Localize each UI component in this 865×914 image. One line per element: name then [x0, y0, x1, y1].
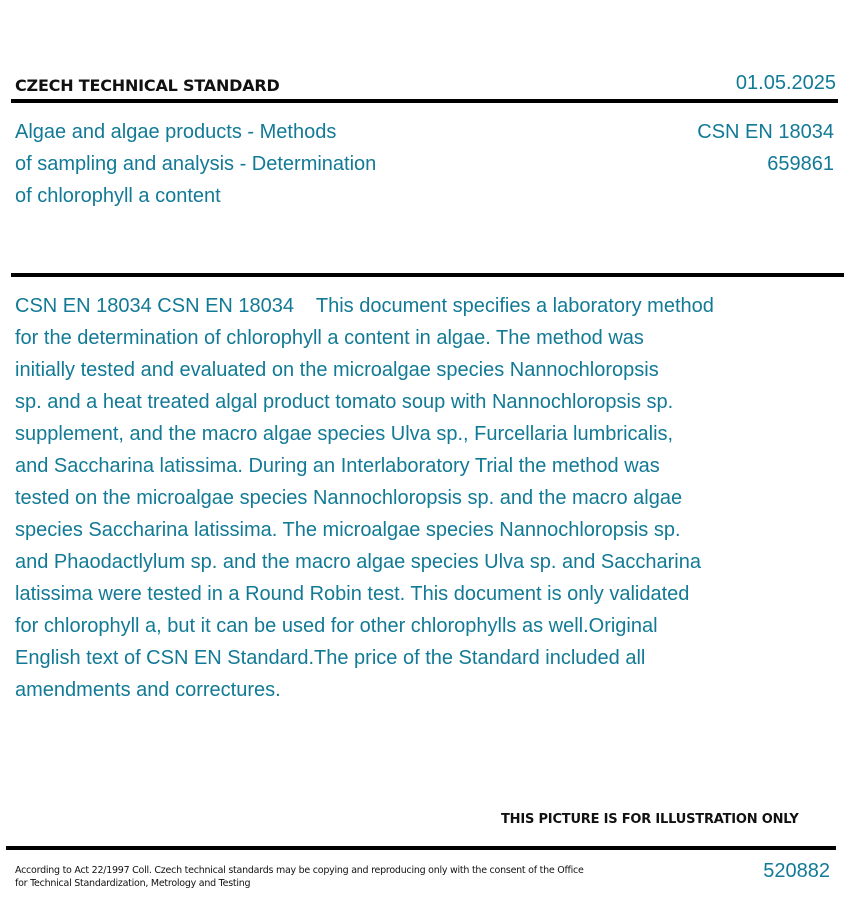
abstract-line: amendments and correctures.: [15, 679, 281, 701]
document-designation: CSN EN 18034: [697, 121, 834, 143]
legal-notice-line: for Technical Standardization, Metrology and Testing: [15, 878, 251, 889]
classification-code: 659861: [767, 153, 834, 175]
legal-notice: [15, 864, 584, 890]
abstract-text: [15, 290, 795, 706]
document-codes: [697, 116, 834, 180]
abstract-line: supplement, and the macro algae species Ulva sp., Furcellaria lumbricalis,: [15, 423, 674, 445]
abstract-line: initially tested and evaluated on the microalgae species Nannochloropsis: [15, 359, 659, 381]
abstract-line: sp. and a heat treated algal product tomato soup with Nannochloropsis sp.: [15, 391, 674, 413]
header-divider: [11, 99, 838, 103]
document-title-line: of chlorophyll a content: [15, 185, 221, 207]
document-title-line: of sampling and analysis - Determination: [15, 153, 377, 175]
title-divider: [11, 273, 844, 277]
abstract-line: CSN EN 18034 CSN EN 18034 This document specifies a laboratory method: [15, 295, 714, 317]
illustration-disclaimer: THIS PICTURE IS FOR ILLUSTRATION ONLY: [501, 812, 799, 827]
abstract-line: and Saccharina latissima. During an Interlaboratory Trial the method was: [15, 455, 660, 477]
abstract-line: tested on the microalgae species Nannochloropsis sp. and the macro algae: [15, 487, 683, 509]
standard-type-heading: CZECH TECHNICAL STANDARD: [15, 76, 280, 95]
publication-date: 01.05.2025: [735, 72, 836, 94]
abstract-line: for chlorophyll a, but it can be used for other chlorophylls as well.Original: [15, 615, 658, 637]
document-title-line: Algae and algae products - Methods: [15, 121, 337, 143]
legal-notice-line: According to Act 22/1997 Coll. Czech technical standards may be copying and reproducing only with the consent of the Office: [15, 865, 584, 876]
abstract-line: species Saccharina latissima. The microalgae species Nannochloropsis sp.: [15, 519, 681, 541]
footer-divider: [6, 846, 836, 850]
abstract-line: latissima were tested in a Round Robin test. This document is only validated: [15, 583, 690, 605]
footer-code: 520882: [763, 860, 830, 882]
abstract-line: English text of CSN EN Standard.The price of the Standard included all: [15, 647, 646, 669]
abstract-line: for the determination of chlorophyll a content in algae. The method was: [15, 327, 644, 349]
abstract-line: and Phaodactlylum sp. and the macro algae species Ulva sp. and Saccharina: [15, 551, 701, 573]
document-title: [15, 116, 435, 212]
